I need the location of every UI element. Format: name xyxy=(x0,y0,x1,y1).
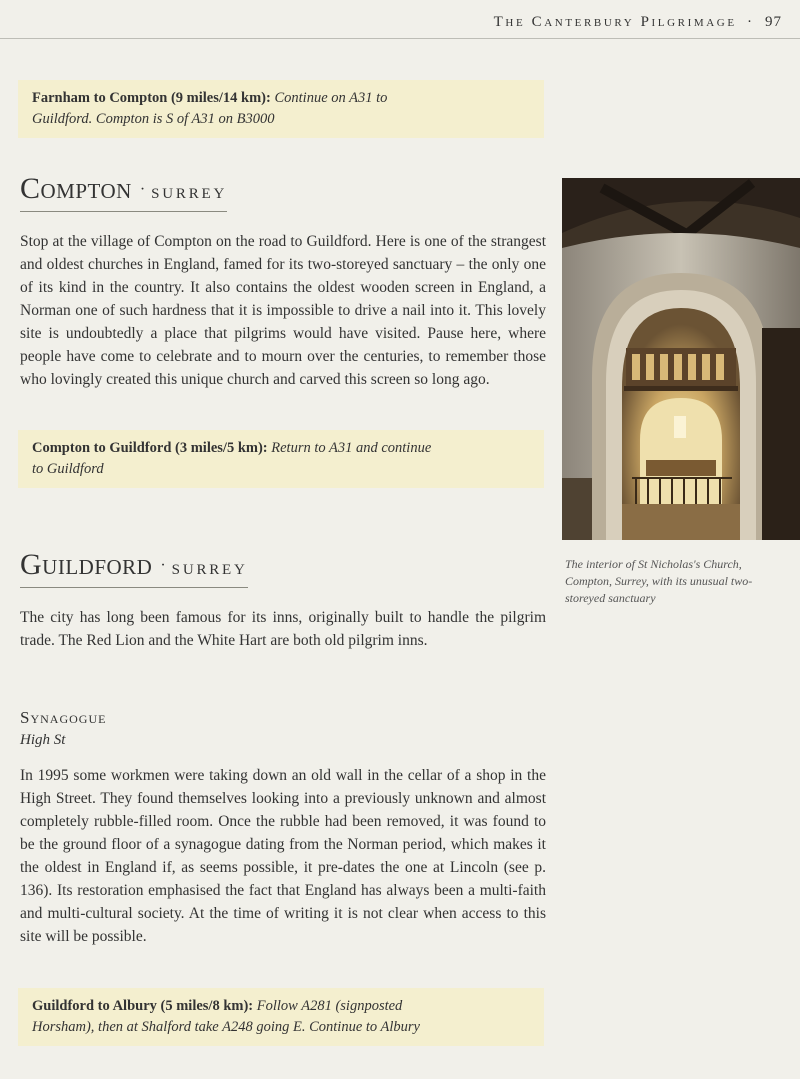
route-heading: Farnham to Compton (9 miles/14 km): xyxy=(32,90,271,106)
place-name: Compton xyxy=(20,172,132,205)
header-separator: · xyxy=(747,14,755,30)
county-name: SURREY xyxy=(171,562,248,578)
route-directions-cont: to Guildford xyxy=(32,461,104,477)
county-name: SURREY xyxy=(151,186,228,202)
synagogue-title: Synagogue xyxy=(20,708,107,727)
church-interior-photo xyxy=(562,178,800,540)
page-number: 97 xyxy=(765,14,782,30)
title-separator: · xyxy=(139,181,146,198)
guildford-section-title xyxy=(20,548,248,588)
route-heading: Guildford to Albury (5 miles/8 km): xyxy=(32,998,254,1014)
header-rule xyxy=(0,38,800,39)
route-directions: Continue on A31 to xyxy=(274,90,388,106)
route-directions-cont: Guildford. Compton is S of A31 on B3000 xyxy=(32,111,275,127)
route-box-farnham-compton xyxy=(18,80,544,138)
compton-description: Stop at the village of Compton on the road to Guildford. Here is one of the strangest and oldest churches in England, famed for its two-storeyed sanctuary – the only one of its kind in the country. It also contains the oldest wooden screen in England, a Norman one of such hardness that it is impossible to drive a nail into it. This lovely site is undoubtedly a place that pilgrims would have visited. Pause here, where people have come to celebrate and to mourn over the centuries, to remember those who lovingly created this unique church and carved this screen so long ago. xyxy=(20,233,546,388)
synagogue-location: High St xyxy=(20,732,66,748)
route-box-guildford-albury xyxy=(18,988,544,1046)
photo-caption: The interior of St Nicholas's Church, Compton, Surrey, with its unusual two-storeyed sanctuary xyxy=(565,557,753,605)
route-directions: Follow A281 (signposted xyxy=(256,998,403,1014)
running-title: The Canterbury Pilgrimage xyxy=(493,14,737,30)
synagogue-description: In 1995 some workmen were taking down an old wall in the cellar of a shop in the High Street. They found themselves looking into a previously unknown and almost completely rubble-filled room. Once the rubble had been removed, it was found to be the ground floor of a synagogue dating from the Norman period, which makes it the oldest in England if, as seems possible, it pre-dates the one at Lincoln (see p. 136). Its restoration emphasised the fact that England has always been a multi-faith and multi-cultural society. At the time of writing it is not clear when access to this site will be possible. xyxy=(20,767,546,945)
route-directions: Return to A31 and continue xyxy=(271,440,432,456)
route-heading: Compton to Guildford (3 miles/5 km): xyxy=(32,440,268,456)
running-header xyxy=(494,14,782,31)
route-box-compton-guildford xyxy=(18,430,544,488)
route-directions-cont: Horsham), then at Shalford take A248 going E. Continue to Albury xyxy=(32,1019,420,1035)
place-name: Guildford xyxy=(20,548,153,581)
compton-section-title xyxy=(20,172,227,212)
guildford-description: The city has long been famous for its inns, originally built to handle the pilgrim trade. The Red Lion and the White Hart are both old pilgrim inns. xyxy=(20,609,546,649)
title-separator: · xyxy=(160,557,166,574)
